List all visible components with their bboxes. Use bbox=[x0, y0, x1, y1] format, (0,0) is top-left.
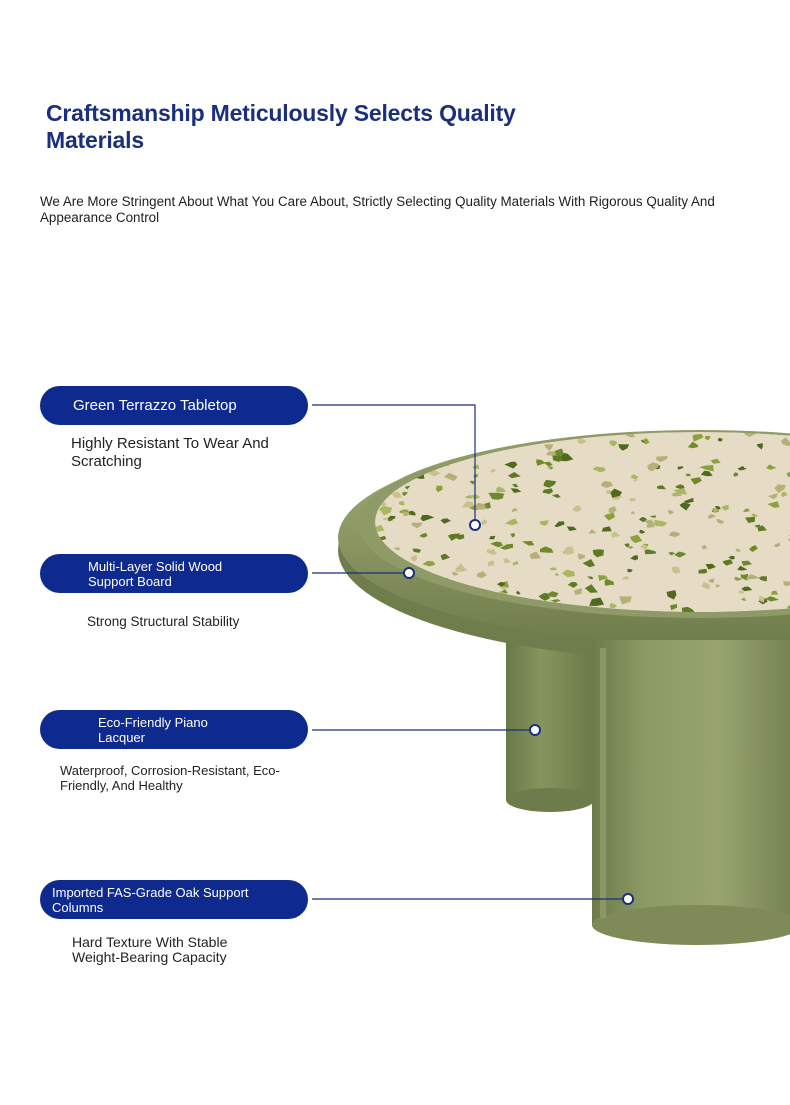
feature-label: Multi-Layer Solid Wood Support Board bbox=[88, 558, 223, 589]
callout-dot-lacquer bbox=[530, 725, 540, 735]
callout-dot-tabletop bbox=[470, 520, 480, 530]
feature-description: Waterproof, Corrosion-Resistant, Eco-Friendly, And Healthy bbox=[60, 763, 280, 793]
feature-description: Strong Structural Stability bbox=[87, 614, 240, 629]
leader-line-tabletop bbox=[312, 405, 475, 525]
feature-label: Green Terrazzo Tabletop bbox=[73, 397, 237, 414]
feature-pill-tabletop bbox=[40, 386, 308, 425]
feature-description: Hard Texture With Stable Weight-Bearing Capacity bbox=[72, 934, 228, 965]
feature-description: Highly Resistant To Wear And Scratching bbox=[71, 435, 269, 470]
feature-label: Imported FAS-Grade Oak Support Columns bbox=[52, 884, 249, 915]
page-title: Craftsmanship Meticulously Selects Quality Materials bbox=[46, 100, 516, 153]
feature-label: Eco-Friendly Piano Lacquer bbox=[98, 714, 208, 745]
feature-pill-support-board bbox=[40, 554, 308, 593]
page-subtitle: We Are More Stringent About What You Care About, Strictly Selecting Quality Materials With Rigorous Quality And Appearance Control bbox=[40, 194, 715, 225]
callout-dot-columns bbox=[623, 894, 633, 904]
feature-pill-lacquer bbox=[40, 710, 308, 749]
callout-dot-support-board bbox=[404, 568, 414, 578]
feature-pill-columns bbox=[40, 880, 308, 919]
